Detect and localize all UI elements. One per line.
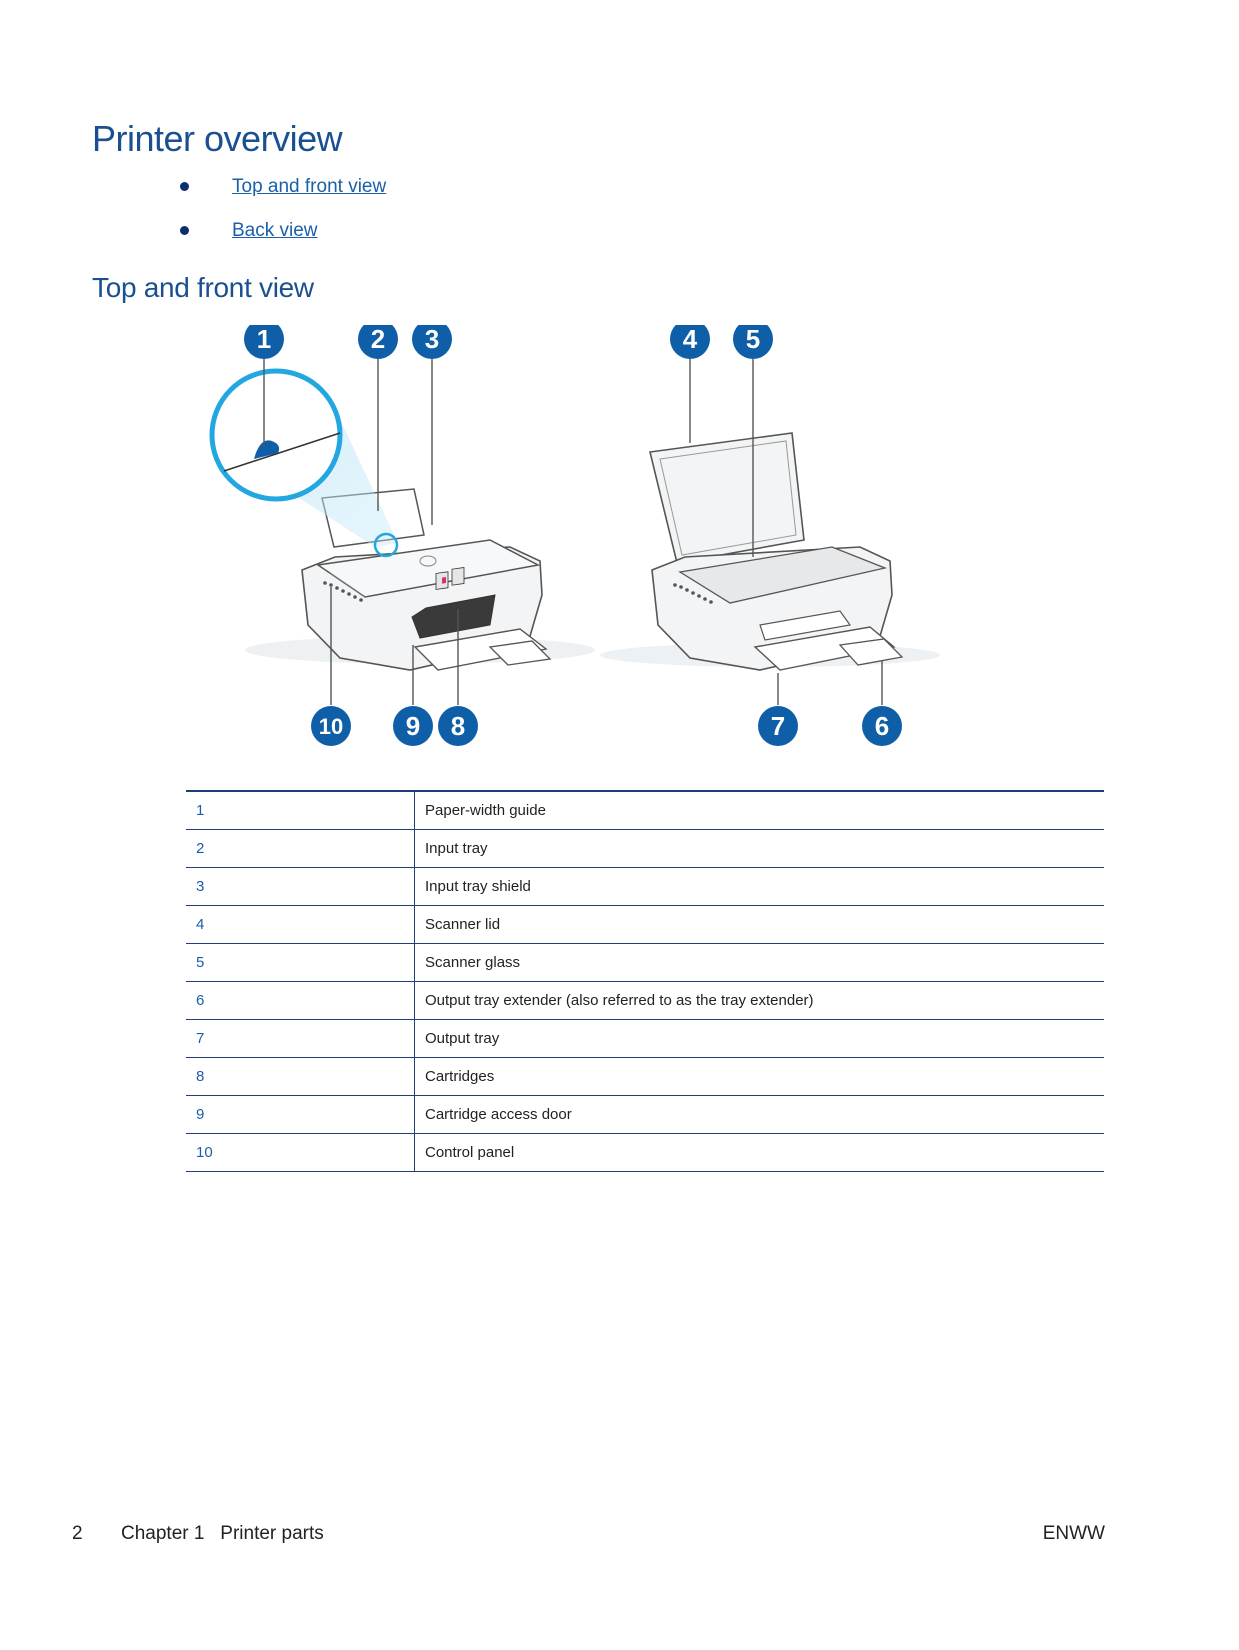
part-description: Scanner lid	[415, 906, 1105, 944]
callout-2	[358, 325, 398, 359]
bullet-icon	[180, 226, 189, 235]
part-number: 5	[186, 944, 415, 982]
parts-table	[186, 790, 1104, 1172]
part-number: 8	[186, 1058, 415, 1096]
table-row	[186, 1058, 1104, 1096]
bullet-icon	[180, 182, 189, 191]
svg-text:3: 3	[424, 325, 440, 354]
part-number: 10	[186, 1134, 415, 1172]
footer-locale: ENWW	[1042, 1523, 1105, 1544]
svg-text:7: 7	[770, 711, 786, 741]
table-row	[186, 982, 1104, 1020]
part-number: 1	[186, 791, 415, 830]
part-description: Cartridges	[415, 1058, 1105, 1096]
svg-text:6: 6	[874, 711, 890, 741]
printer-diagram	[190, 325, 970, 785]
table-row	[186, 944, 1104, 982]
printer-front-illustration	[212, 371, 595, 670]
part-description: Output tray	[415, 1020, 1105, 1058]
part-number: 2	[186, 830, 415, 868]
part-number: 3	[186, 868, 415, 906]
page-title: Printer overview	[92, 118, 343, 159]
callout-9	[393, 706, 433, 746]
table-row	[186, 1134, 1104, 1172]
callout-10	[311, 706, 351, 746]
part-number: 9	[186, 1096, 415, 1134]
table-row	[186, 906, 1104, 944]
section-title: Top and front view	[92, 272, 314, 303]
table-row	[186, 830, 1104, 868]
part-description: Control panel	[415, 1134, 1105, 1172]
part-description: Input tray shield	[415, 868, 1105, 906]
table-row	[186, 868, 1104, 906]
callout-5	[733, 325, 773, 359]
table-row	[186, 1096, 1104, 1134]
callout-6	[862, 706, 902, 746]
callout-4	[670, 325, 710, 359]
part-number: 7	[186, 1020, 415, 1058]
part-description: Input tray	[415, 830, 1105, 868]
svg-text:5: 5	[745, 325, 761, 354]
toc-link-top-front-view[interactable]: Top and front view	[232, 176, 387, 197]
callout-3	[412, 325, 452, 359]
printer-open-illustration	[600, 433, 940, 670]
callout-7	[758, 706, 798, 746]
toc-link-back-view[interactable]: Back view	[232, 220, 318, 241]
part-description: Cartridge access door	[415, 1096, 1105, 1134]
callout-8	[438, 706, 478, 746]
svg-text:9: 9	[405, 711, 421, 741]
svg-text:10: 10	[318, 714, 344, 739]
callout-1	[244, 325, 284, 359]
part-number: 6	[186, 982, 415, 1020]
footer-chapter: Chapter 1 Printer parts	[121, 1523, 324, 1544]
part-description: Scanner glass	[415, 944, 1105, 982]
svg-text:8: 8	[450, 711, 466, 741]
svg-text:2: 2	[370, 325, 386, 354]
part-description: Output tray extender (also referred to as the tray extender)	[415, 982, 1105, 1020]
svg-text:1: 1	[256, 325, 272, 354]
table-row	[186, 1020, 1104, 1058]
footer-page-number: 2	[72, 1523, 83, 1544]
table-row	[186, 791, 1104, 830]
part-description: Paper-width guide	[415, 791, 1105, 830]
part-number: 4	[186, 906, 415, 944]
svg-text:4: 4	[682, 325, 698, 354]
